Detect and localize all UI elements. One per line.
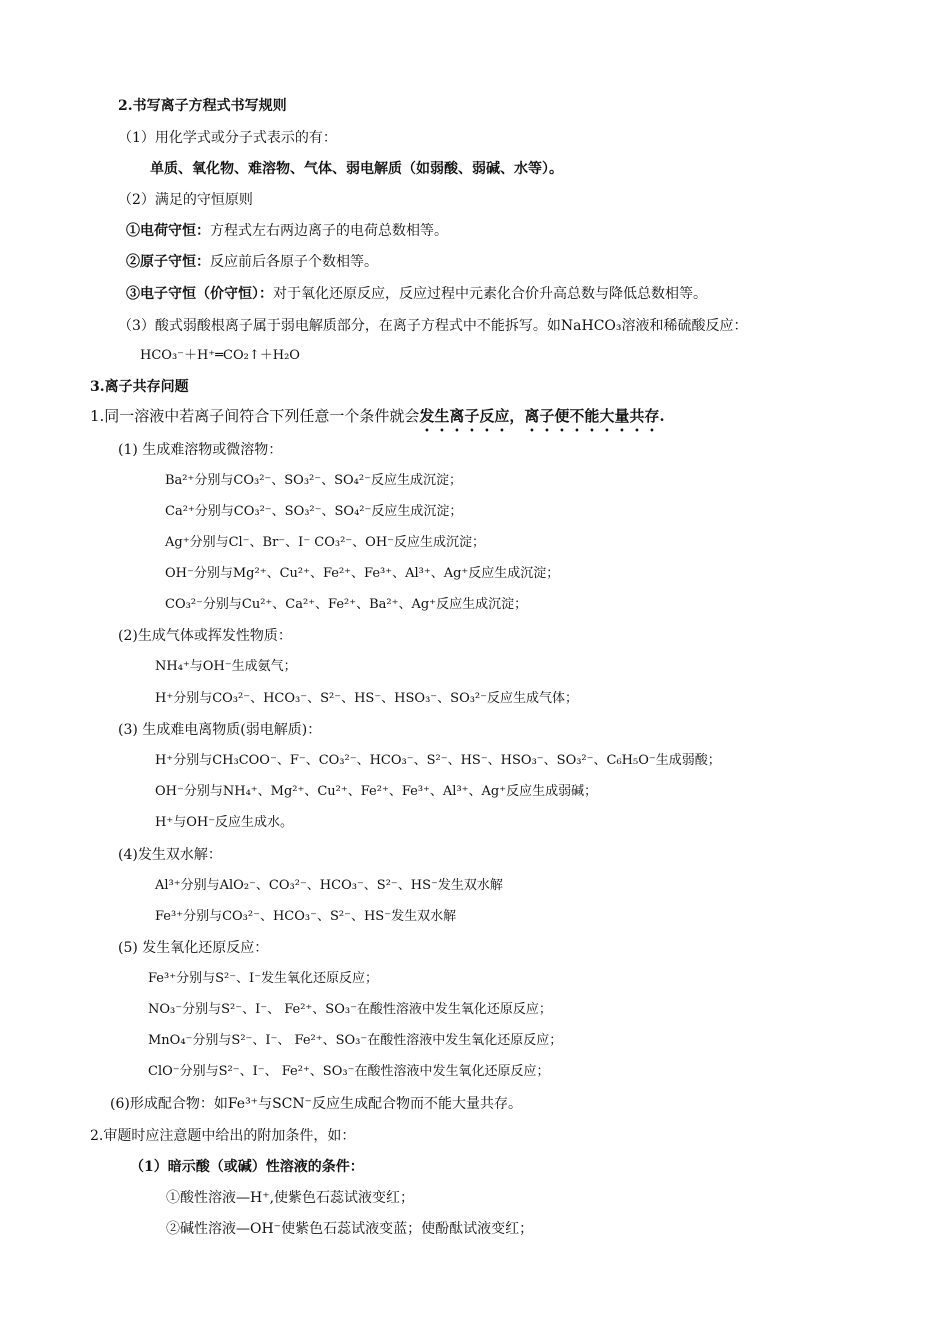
condition-4-line: Al³⁺分别与AlO₂⁻、CO₃²⁻、HCO₃⁻、S²⁻、HS⁻发生双水解 xyxy=(155,878,503,893)
condition-5-line: ClO⁻分别与S²⁻、I⁻、 Fe²⁺、SO₃⁻在酸性溶液中发生氧化还原反应； xyxy=(148,1064,550,1079)
acid-base-line: ①酸性溶液—H⁺,使紫色石蕊试液变红； xyxy=(166,1190,415,1206)
rule-1-heading: （1）用化学式或分子式表示的有： xyxy=(118,130,337,146)
condition-4-heading: (4)发生双水解： xyxy=(118,847,222,863)
atom-conservation xyxy=(126,252,378,272)
condition-1-line: Ca²⁺分别与CO₃²⁻、SO₃²⁻、SO₄²⁻反应生成沉淀； xyxy=(165,504,463,519)
coexistence-intro-prefix: 1.同一溶液中若离子间符合下列任意一个条件就会 xyxy=(90,407,420,425)
condition-4-line: Fe³⁺分别与CO₃²⁻、HCO₃⁻、S²⁻、HS⁻发生双水解 xyxy=(155,909,457,924)
coexistence-intro xyxy=(90,406,665,435)
condition-3-line: H⁺与OH⁻反应生成水。 xyxy=(155,815,294,830)
charge-conservation-title: ①电荷守恒： xyxy=(126,223,210,239)
condition-5-line: Fe³⁺分别与S²⁻、I⁻发生氧化还原反应； xyxy=(148,971,379,986)
condition-2-line: NH₄⁺与OH⁻生成氨气； xyxy=(155,659,297,674)
condition-2-line: H⁺分别与CO₃²⁻、HCO₃⁻、S²⁻、HS⁻、HSO₃⁻、SO₃²⁻反应生成气体； xyxy=(155,691,579,706)
section-3-title: 3.离子共存问题 xyxy=(90,379,189,395)
electron-conservation-text: 对于氧化还原反应，反应过程中元素化合价升高总数与降低总数相等。 xyxy=(273,286,707,302)
rule-2-heading: （2）满足的守恒原则 xyxy=(118,192,253,208)
acid-base-heading: （1）暗示酸（或碱）性溶液的条件： xyxy=(130,1159,364,1175)
charge-conservation-text: 方程式左右两边离子的电荷总数相等。 xyxy=(210,223,448,239)
condition-3-line: H⁺分别与CH₃COO⁻、F⁻、CO₃²⁻、HCO₃⁻、S²⁻、HS⁻、HSO₃⁻、SO₃²⁻、C₆H₅O⁻生成弱酸； xyxy=(155,753,721,768)
condition-5-line: NO₃⁻分别与S²⁻、I⁻、 Fe²⁺、SO₃⁻在酸性溶液中发生氧化还原反应； xyxy=(148,1002,552,1017)
section-2-title: 2.书写离子方程式书写规则 xyxy=(118,98,287,114)
condition-3-line: OH⁻分别与NH₄⁺、Mg²⁺、Cu²⁺、Fe²⁺、Fe³⁺、Al³⁺、Ag⁺反应生成弱碱； xyxy=(155,784,598,799)
condition-1-line: CO₃²⁻分别与Cu²⁺、Ca²⁺、Fe²⁺、Ba²⁺、Ag⁺反应生成沉淀； xyxy=(165,597,528,612)
atom-conservation-text: 反应前后各原子个数相等。 xyxy=(210,254,378,270)
condition-5-heading: (5) 发生氧化还原反应： xyxy=(118,940,269,956)
coexistence-intro-emphasis: 发生离子反应，离子便不能大量共存. xyxy=(419,407,665,425)
electron-conservation-title: ③电子守恒（价守恒）： xyxy=(126,286,273,302)
condition-1-line: Ba²⁺分别与CO₃²⁻、SO₃²⁻、SO₄²⁻反应生成沉淀； xyxy=(165,473,462,488)
condition-5-line: MnO₄⁻分别与S²⁻、I⁻、 Fe²⁺、SO₃⁻在酸性溶液中发生氧化还原反应； xyxy=(148,1033,563,1048)
electron-conservation xyxy=(126,284,707,304)
additional-conditions-intro: 2.审题时应注意题中给出的附加条件，如： xyxy=(90,1128,356,1144)
charge-conservation xyxy=(126,221,448,241)
condition-1-line: OH⁻分别与Mg²⁺、Cu²⁺、Fe²⁺、Fe³⁺、Al³⁺、Ag⁺反应生成沉淀； xyxy=(165,566,560,581)
condition-6-text: (6)形成配合物：如Fe³⁺与SCN⁻反应生成配合物而不能大量共存。 xyxy=(110,1096,523,1112)
rule-1-content: 单质、氧化物、难溶物、气体、弱电解质（如弱酸、弱碱、水等）。 xyxy=(150,161,563,177)
acid-base-line: ②碱性溶液—OH⁻使紫色石蕊试液变蓝；使酚酞试液变红； xyxy=(166,1221,534,1237)
condition-3-heading: (3) 生成难电离物质(弱电解质)： xyxy=(118,722,322,738)
rule-3-text: （3）酸式弱酸根离子属于弱电解质部分，在离子方程式中不能拆写。如NaHCO₃溶液和稀硫酸反应： xyxy=(118,318,748,334)
condition-1-line: Ag⁺分别与Cl⁻、Br⁻、I⁻ CO₃²⁻、OH⁻反应生成沉淀； xyxy=(165,535,486,550)
condition-2-heading: (2)生成气体或挥发性物质： xyxy=(118,628,292,644)
atom-conservation-title: ②原子守恒： xyxy=(126,254,210,270)
rule-3-equation: HCO₃⁻＋H⁺═CO₂↑＋H₂O xyxy=(140,348,300,363)
condition-1-heading: (1) 生成难溶物或微溶物： xyxy=(118,442,283,458)
